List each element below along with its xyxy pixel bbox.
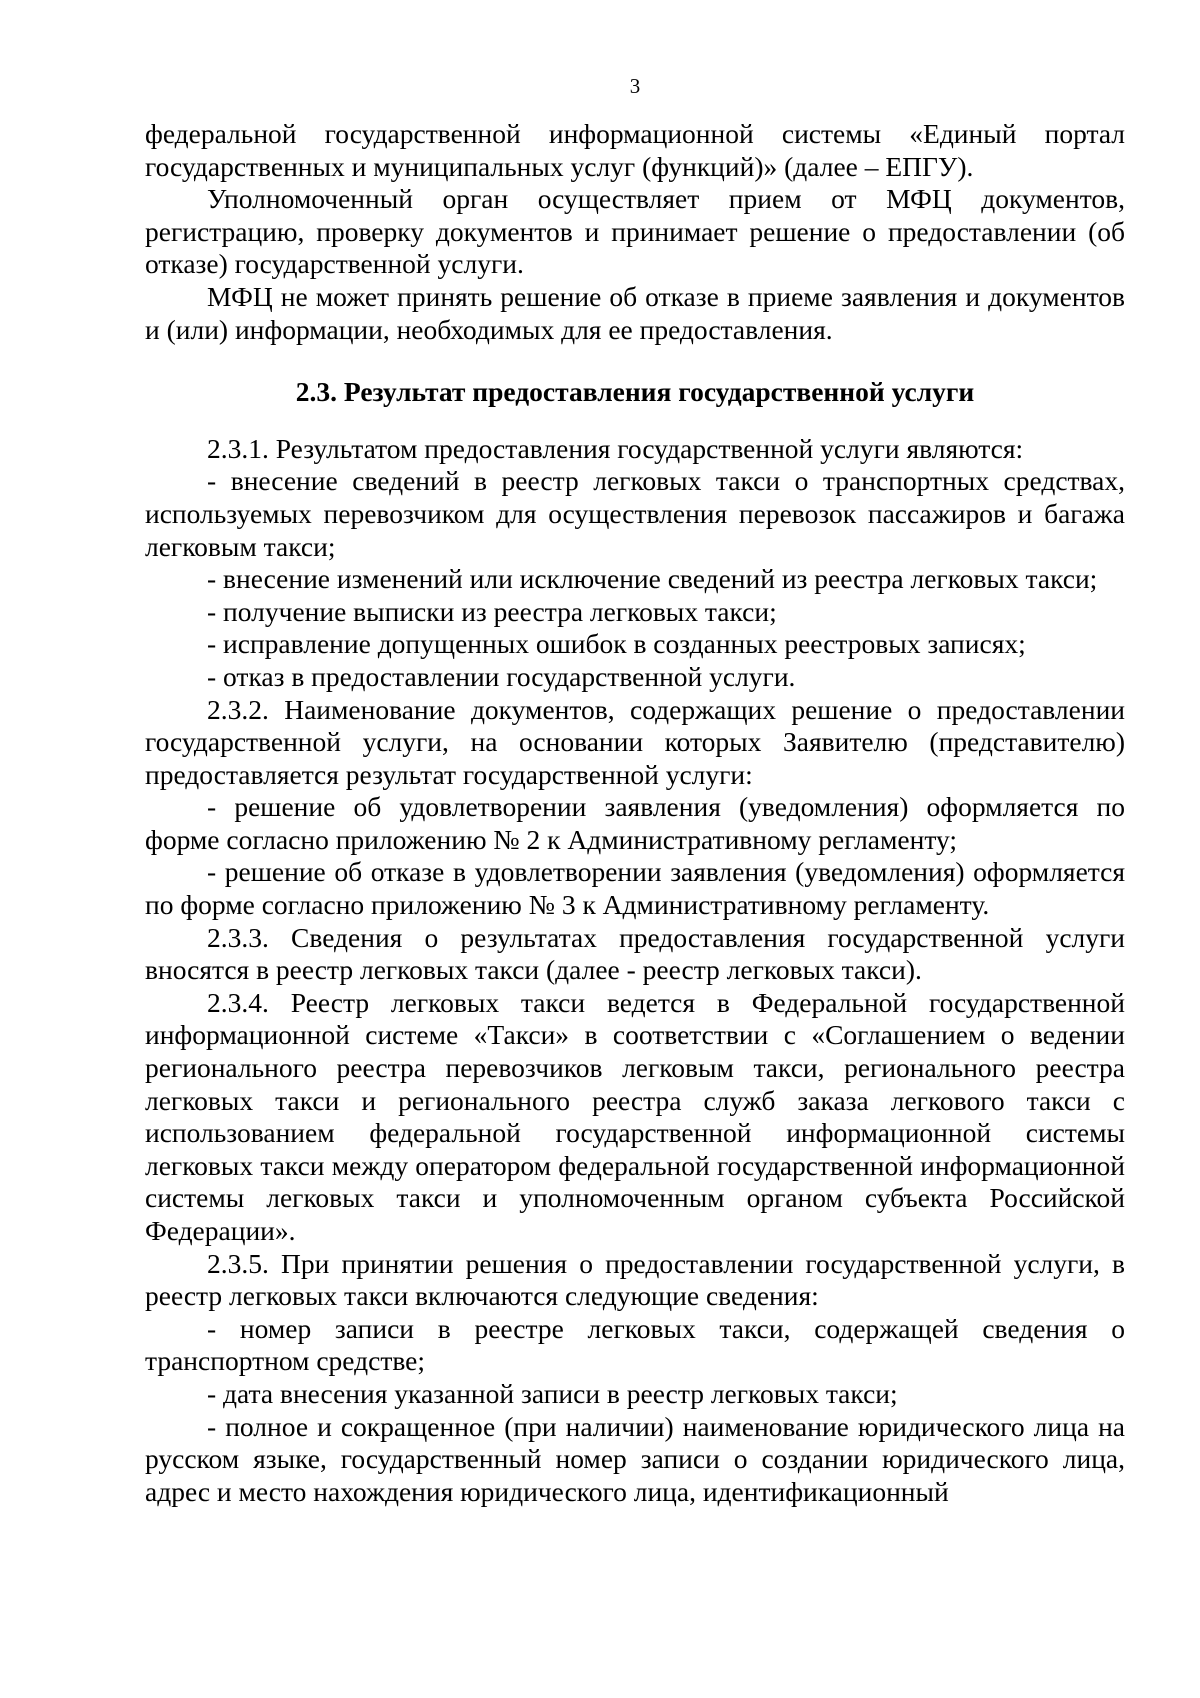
paragraph-2-3-1: 2.3.1. Результатом предоставления государственной услуги являются: [207,432,1024,464]
paragraph-authorized-body: Уполномоченный орган осуществляет прием от МФЦ документов, регистрацию, проверку документов и принимает решение о предоставлении (об отказе) государственной услуги. [145,183,1125,280]
list-item: - номер записи в реестре легковых такси, содержащей сведения о транспортном средстве; [145,1312,1125,1377]
list-item: - получение выписки из реестра легковых такси; [207,595,777,627]
section-heading: 2.3. Результат предоставления государственной услуги [295,376,975,408]
paragraph-2-3-2: 2.3.2. Наименование документов, содержащих решение о предоставлении государственной услуги, на основании которых Заявителю (представителю) предоставляется результат государственной услуги: [145,693,1125,790]
paragraph-2-3-4: 2.3.4. Реестр легковых такси ведется в Федеральной государственной информационной системе «Такси» в соответствии с «Соглашением о ведении регионального реестра перевозчиков легковым такси, регионального реестра легковых такси и регионального реестра служб заказа легкового такси с использованием федеральной государственной информационной системы легковых такси между оператором федеральной государственной информационной системы легковых такси и уполномоченным органом субъекта Российской Федерации». [145,986,1125,1246]
paragraph-2-3-5: 2.3.5. При принятии решения о предоставлении государственной услуги, в реестр легковых такси включаются следующие сведения: [145,1247,1125,1312]
paragraph-mfc: МФЦ не может принять решение об отказе в приеме заявления и документов и (или) информации, необходимых для ее предоставления. [145,280,1125,345]
paragraph-continuation: федеральной государственной информационной системы «Единый портал государственных и муниципальных услуг (функций)» (далее – ЕПГУ). [145,118,1125,182]
list-item: - исправление допущенных ошибок в созданных реестровых записях; [207,628,1026,660]
paragraph-2-3-3: 2.3.3. Сведения о результатах предоставления государственной услуги вносятся в реестр легковых такси (далее - реестр легковых такси). [145,921,1125,986]
list-item: - внесение изменений или исключение сведений из реестра легковых такси; [207,563,1098,595]
list-item: - отказ в предоставлении государственной услуги. [207,660,796,692]
list-item: - дата внесения указанной записи в реестр легковых такси; [207,1377,898,1409]
list-item: - полное и сокращенное (при наличии) наименование юридического лица на русском языке, государственный номер записи о создании юридического лица, адрес и место нахождения юридического лица, идентификационный [145,1410,1125,1507]
document-body [145,118,1125,1508]
page-number: 3 [629,74,641,98]
list-item: - решение об отказе в удовлетворении заявления (уведомления) оформляется по форме согласно приложению № 3 к Административному регламенту. [145,856,1125,921]
list-item: - решение об удовлетворении заявления (уведомления) оформляется по форме согласно приложению № 2 к Административному регламенту; [145,791,1125,855]
list-item: - внесение сведений в реестр легковых такси о транспортных средствах, используемых перевозчиком для осуществления перевозок пассажиров и багажа легковым такси; [145,465,1125,562]
